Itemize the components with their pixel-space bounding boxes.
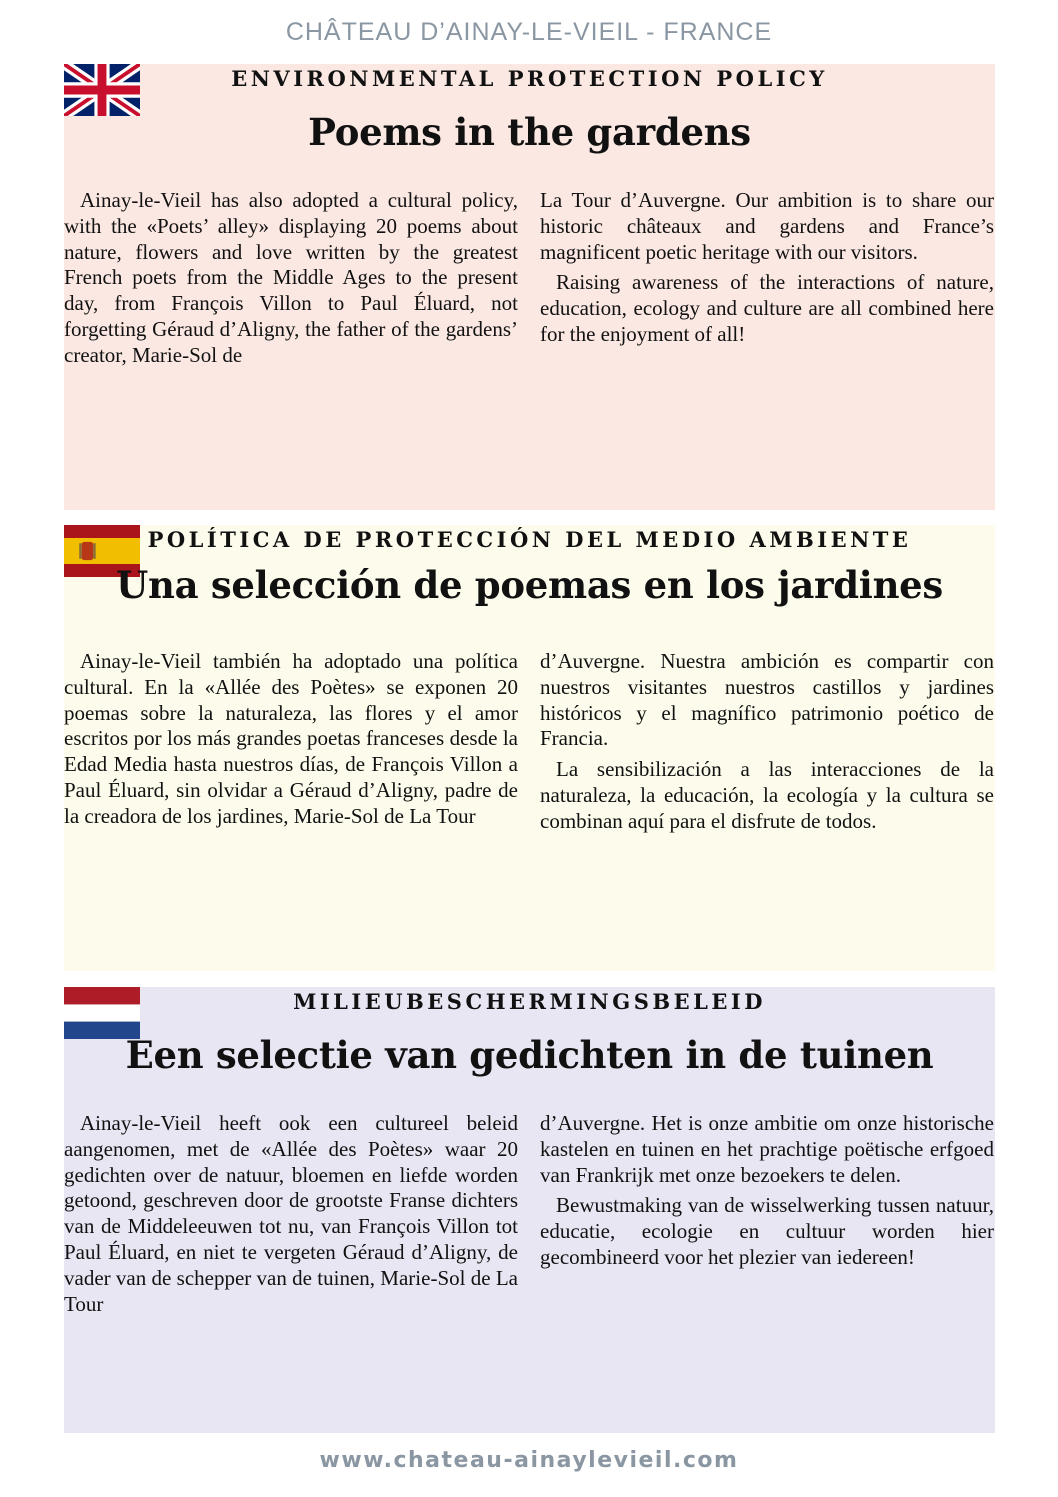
right-column: [540, 188, 994, 353]
website-link[interactable]: www.chateau-ainaylevieil.com: [319, 1448, 739, 1473]
right-column: [540, 649, 994, 840]
section-spanish: [64, 525, 995, 971]
page-header: CHÂTEAU D’AINAY-LE-VIEIL - FRANCE: [285, 18, 773, 46]
left-column: [64, 1111, 518, 1322]
paragraph: d’Auvergne. Nuestra ambición es compartir con nuestros visitantes nuestros castillos y jardines históricos y el magnífico patrimonio poético de Francia.: [540, 649, 994, 751]
section-title: Poems in the gardens: [308, 110, 751, 154]
paragraph: Ainay-le-Vieil también ha adoptado una política cultural. En la «Allée des Poètes» se exponen 20 poemas sobre la naturaleza, las flores y el amor escritos por los más grandes poetas franceses desde la Edad Media hasta nuestros días, de François Villon a Paul Éluard, sin olvidar a Géraud d’Aligny, padre de la creadora de los jardines, Marie-Sol de La Tour: [64, 649, 518, 828]
section-dutch: [64, 987, 995, 1433]
paragraph: Bewustmaking van de wisselwerking tussen natuur, educatie, ecologie en cultuur worden hier gecombineerd voor het plezier van iedereen!: [540, 1193, 994, 1269]
section-title: Een selectie van gedichten in de tuinen: [125, 1033, 934, 1077]
section-kicker: ENVIRONMENTAL PROTECTION POLICY: [231, 66, 828, 91]
left-column: [64, 649, 518, 835]
paragraph: La Tour d’Auvergne. Our ambition is to share our historic châteaux and gardens and France’s magnificent poetic heritage with our visitors.: [540, 188, 994, 264]
paragraph: d’Auvergne. Het is onze ambitie om onze historische kastelen en tuinen en het prachtige poëtische erfgoed van Frankrijk met onze bezoekers te delen.: [540, 1111, 994, 1187]
section-english: [64, 64, 995, 510]
left-column: [64, 188, 518, 374]
right-column: [540, 1111, 994, 1276]
paragraph: Ainay-le-Vieil has also adopted a cultural policy, with the «Poets’ alley» displaying 20 poems about nature, flowers and love written by the greatest French poets from the Middle Ages to the present day, from François Villon to Paul Éluard, not forgetting Géraud d’Aligny, the father of the gardens’ creator, Marie-Sol de: [64, 188, 518, 367]
paragraph: Raising awareness of the interactions of nature, education, ecology and culture are all combined here for the enjoyment of all!: [540, 270, 994, 346]
paragraph: Ainay-le-Vieil heeft ook een cultureel beleid aangenomen, met de «Allée des Poètes» waar 20 gedichten over de natuur, bloemen en liefde worden getoond, geschreven door de grootste Franse dichters van de Middeleeuwen tot nu, van François Villon tot Paul Éluard, en niet te vergeten Géraud d’Aligny, de vader van de schepper van de tuinen, Marie-Sol de La Tour: [64, 1111, 518, 1316]
section-kicker: MILIEUBESCHERMINGSBELEID: [293, 989, 766, 1014]
section-title: Una selección de poemas en los jardines: [116, 563, 943, 607]
section-kicker: POLÍTICA DE PROTECCIÓN DEL MEDIO AMBIENTE: [147, 527, 912, 552]
paragraph: La sensibilización a las interacciones de la naturaleza, la educación, la ecología y la cultura se combinan aquí para el disfrute de todos.: [540, 757, 994, 833]
